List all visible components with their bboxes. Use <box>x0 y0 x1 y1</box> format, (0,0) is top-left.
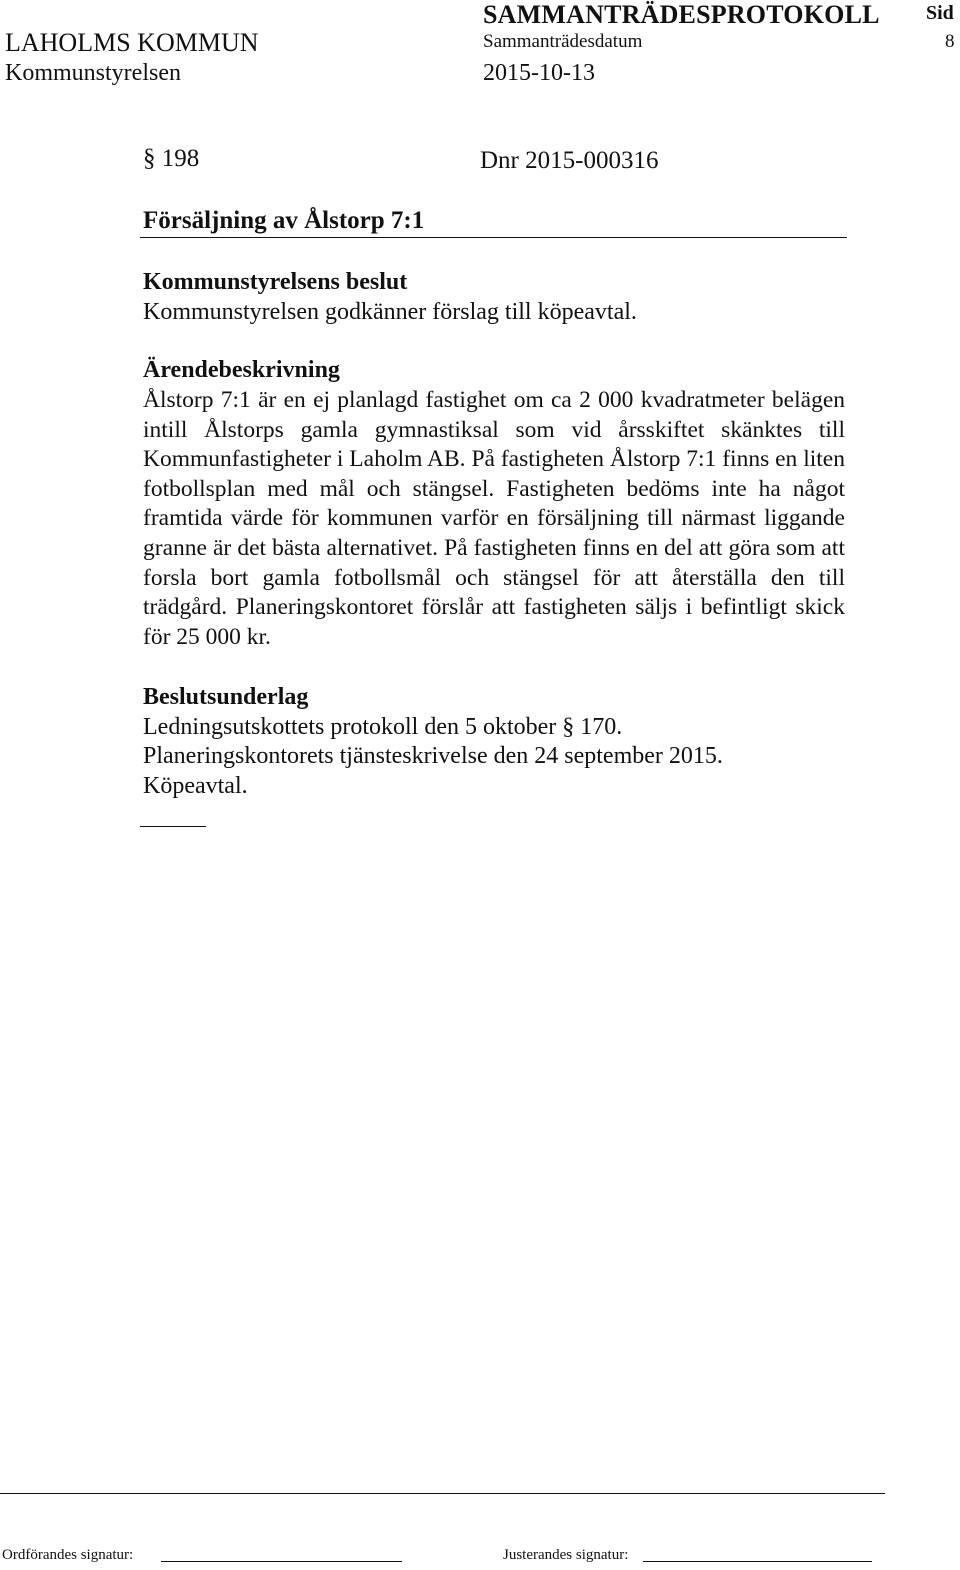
adjuster-signature-line <box>643 1561 872 1562</box>
organization-name: LAHOLMS KOMMUN <box>5 28 259 57</box>
meeting-date-label: Sammanträdesdatum <box>483 31 643 52</box>
basis-item: Planeringskontorets tjänsteskrivelse den 24 september 2015. <box>143 743 723 769</box>
paragraph-number: § 198 <box>143 145 200 172</box>
basis-item: Köpeavtal. <box>143 773 248 799</box>
page-number: 8 <box>945 31 955 52</box>
section-end-rule <box>140 826 206 827</box>
basis-heading: Beslutsunderlag <box>143 684 309 710</box>
case-title: Försäljning av Ålstorp 7:1 <box>143 207 425 234</box>
title-divider <box>140 237 847 238</box>
protocol-title: SAMMANTRÄDESPROTOKOLL <box>483 0 880 29</box>
description-heading: Ärendebeskrivning <box>143 357 340 383</box>
case-dnr: Dnr 2015-000316 <box>480 147 659 174</box>
decision-heading: Kommunstyrelsens beslut <box>143 269 408 295</box>
meeting-date: 2015-10-13 <box>483 60 595 86</box>
adjuster-signature-label: Justerandes signatur: <box>503 1547 629 1563</box>
description-text: Ålstorp 7:1 är en ej planlagd fastighet om ca 2 000 kvadratmeter belägen intill Ålstorps gamla gymnastiksal som vid årsskiftet skänktes till Kommunfastigheter i Laholm AB. På fastigheten Ålstorp 7:1 finns en liten fotbollsplan med mål och stängsel. Fastigheten bedöms inte ha något framtida värde för kommunen varför en försäljning till närmast liggande granne är det bästa alternativet. På fastigheten finns en del att göra som att forsla bort gamla fotbollsmål och stängsel för att återställa den till trädgård. Planeringskontoret förslår att fastigheten säljs i befintligt skick för 25 000 kr. <box>143 387 845 650</box>
board-name: Kommunstyrelsen <box>5 60 181 86</box>
basis-item: Ledningsutskottets protokoll den 5 oktober § 170. <box>143 714 623 740</box>
page-label: Sid <box>926 2 954 24</box>
decision-text: Kommunstyrelsen godkänner förslag till köpeavtal. <box>143 299 637 325</box>
chair-signature-label: Ordförandes signatur: <box>2 1547 134 1563</box>
footer-divider <box>0 1493 885 1494</box>
chair-signature-line <box>161 1561 402 1562</box>
